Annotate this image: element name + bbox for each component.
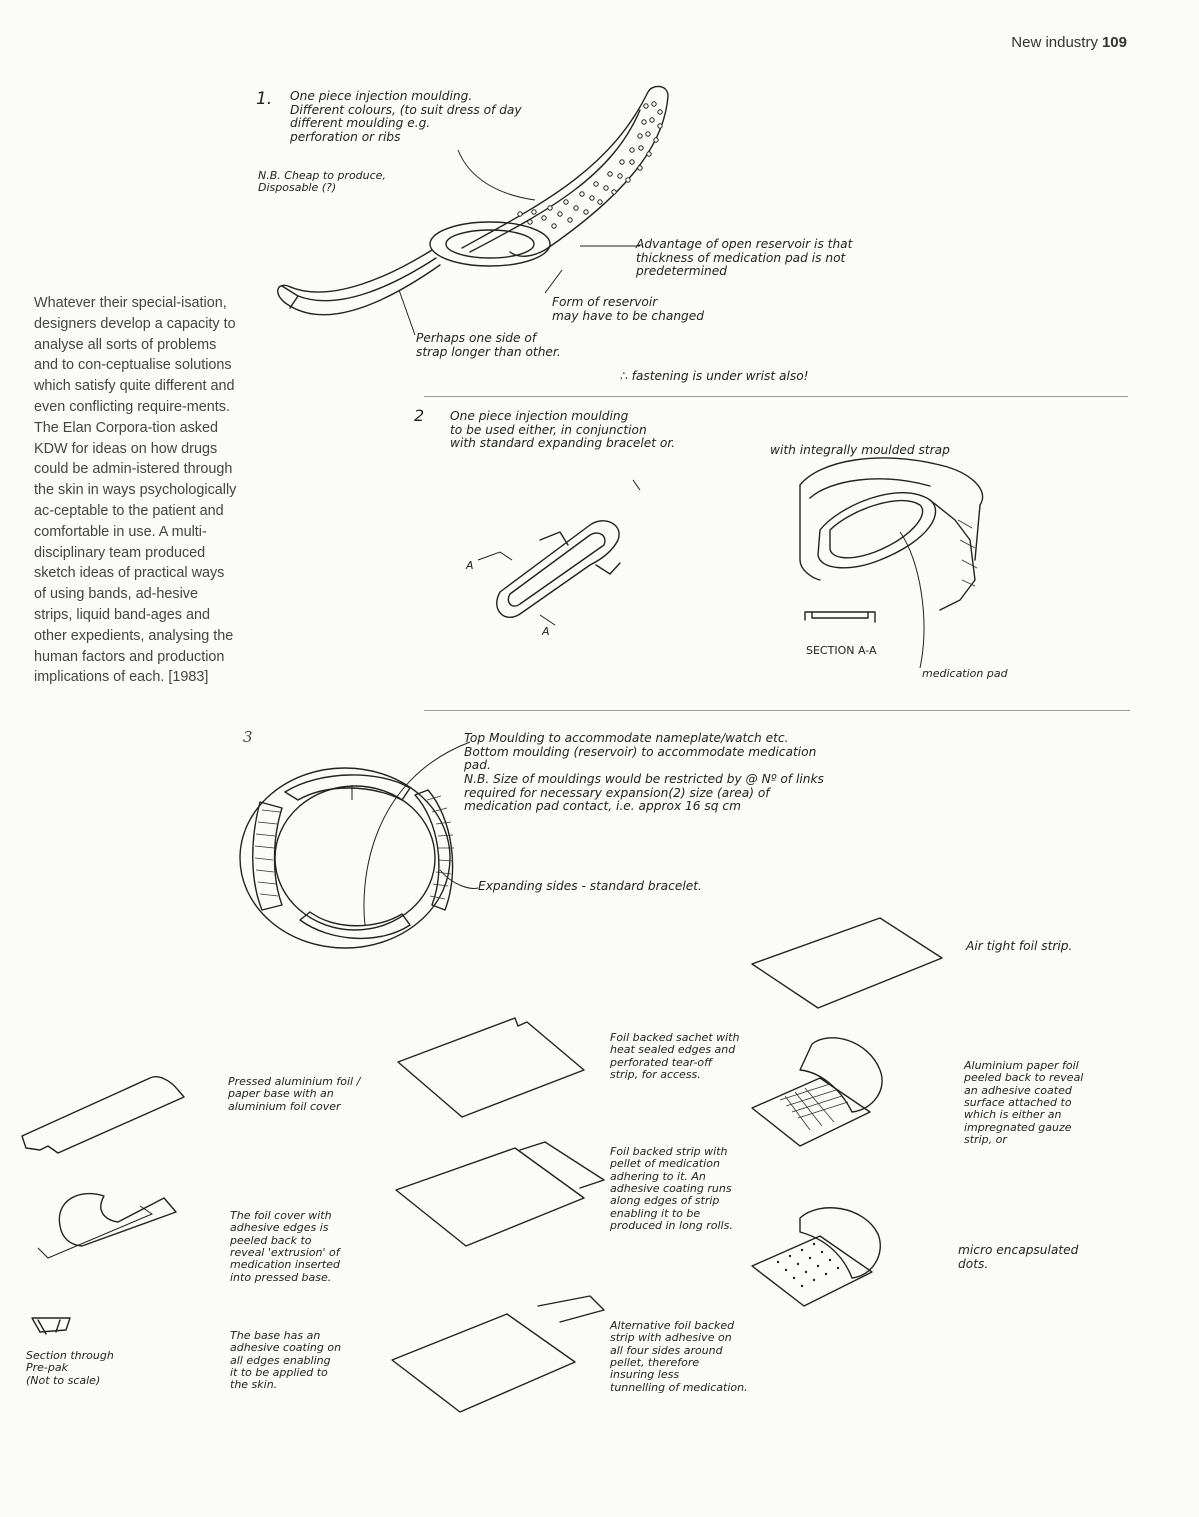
sketch1-intro: One piece injection moulding. Different colours, (to suit dress of day different moulding e.g. perforation or ribs [290, 89, 522, 144]
note-pellet: Foil backed strip with pellet of medication adhering to it. An adhesive coating runs along edges of strip enabling it to be produced in long rolls. [610, 1145, 733, 1232]
note-sachet: Foil backed sachet with heat sealed edges and perforated tear-off strip, for access. [610, 1031, 740, 1081]
left-foil-strips [22, 1077, 184, 1334]
sketch1-strap: Perhaps one side of strap longer than other. [416, 331, 561, 359]
section-aa-label: SECTION A-A [806, 644, 877, 657]
integral-strap-bracelet-sketch [800, 458, 983, 668]
note-alternative: Alternative foil backed strip with adhesive on all four sides around pellet, therefore insuring less tunnelling of medication. [610, 1319, 748, 1394]
pellet-strip-envelope [396, 1142, 604, 1246]
bracelet-reservoir-sketch [240, 742, 478, 948]
sketch1-reservoir: Advantage of open reservoir is that thickness of medication pad is not predetermined [636, 237, 853, 279]
section-label-a2: A [542, 625, 550, 638]
sketch2-intro: One piece injection moulding to be used either, in conjunction with standard expanding bracelet or. [450, 409, 676, 451]
alternative-strip-envelope [392, 1296, 604, 1412]
note-section: Section through Pre-pak (Not to scale) [26, 1349, 114, 1387]
clip-sketch [478, 480, 640, 625]
sketch2-strap: with integrally moulded strap [770, 443, 950, 457]
figure-number: 3 [243, 728, 253, 746]
sketch1-number: 1. [256, 89, 273, 109]
pressed-aluminium-envelope [398, 1018, 584, 1117]
page-number: 109 [1101, 34, 1127, 51]
note-aluminium: Aluminium paper foil peeled back to reveal an adhesive coated surface attached to which is either an impregnated gauze strip, or [964, 1059, 1084, 1146]
caption-text: Whatever their special-isation, designers develop a capacity to analyse all sorts of problems and to con-ceptualise solutions which satisfy quite different and even conflicting require-ments. The Elan Corpora-tion asked KDW for ideas on how drugs could be admin-istered through the skin in ways psychologically ac-ceptable to the patient and comfortable in use. A multi-disciplinary team produced sketch ideas of practical ways of using bands, ad-hesive strips, liquid band-ages and other expedients, analysing the human factors and production implications of each. [1983] [34, 295, 237, 686]
medication-pad-label: medication pad [922, 667, 1008, 680]
note-foilcover: The foil cover with adhesive edges is peeled back to reveal 'extrusion' of medication inserted into pressed base. [230, 1209, 340, 1284]
note-micro: micro encapsulated dots. [958, 1243, 1079, 1271]
note-airtight: Air tight foil strip. [966, 939, 1073, 953]
airtight-foil-strip [752, 918, 942, 1008]
note-base: The base has an adhesive coating on all edges enabling it to be applied to the skin. [230, 1329, 342, 1392]
sketch1-nb: N.B. Cheap to produce, Disposable (?) [258, 169, 386, 195]
note-pressed: Pressed aluminium foil / paper base with an aluminium foil cover [228, 1075, 361, 1113]
sketch3-sides: Expanding sides - standard bracelet. [478, 879, 702, 893]
sketch3-top: Top Moulding to accommodate nameplate/watch etc. Bottom moulding (reservoir) to accommodate medication pad. N.B. Size of mouldings would be restricted by @ Nº of links required for necessary expansion(2) size (area) of medication pad contact, i.e. approx 16 sq cm [464, 731, 824, 814]
sketch1-form: Form of reservoir may have to be changed [552, 295, 705, 323]
sketch1-fastening: ∴ fastening is under wrist also! [620, 369, 809, 383]
section-label-a: A [466, 559, 474, 572]
section-title: New industry [1011, 34, 1098, 51]
sketch2-number: 2 [414, 406, 425, 425]
